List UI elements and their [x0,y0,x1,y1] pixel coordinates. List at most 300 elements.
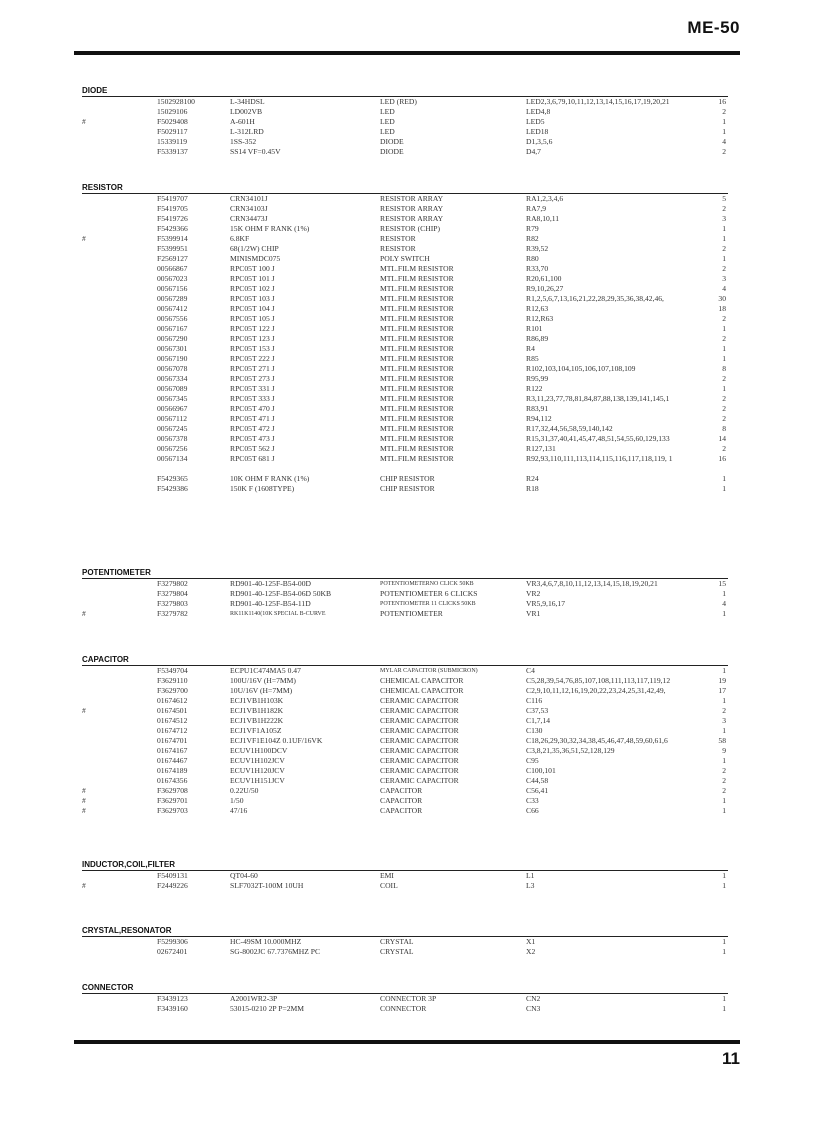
quantity: 2 [722,204,726,213]
model-number: RPC05T 122 J [230,324,275,333]
quantity: 2 [722,334,726,343]
table-row [82,374,728,384]
quantity: 2 [722,444,726,453]
description: LED [380,107,395,116]
description: RESISTOR ARRAY [380,214,444,223]
location: R39,52 [526,244,549,253]
description: CRYSTAL [380,937,414,946]
quantity: 16 [718,97,726,106]
part-number: 00567156 [157,284,188,293]
quantity: 9 [722,746,726,755]
revision-mark: # [82,796,86,805]
table-row [82,107,728,117]
location: C1,7,14 [526,716,551,725]
location: R18 [526,484,539,493]
description: MTL.FILM RESISTOR [380,294,454,303]
quantity: 1 [722,474,726,483]
model-number: QT04-60 [230,871,258,880]
table-row [82,344,728,354]
location: C100,101 [526,766,556,775]
quantity: 5 [722,194,726,203]
table-row [82,589,728,599]
part-number: 00567378 [157,434,188,443]
model-label: ME-50 [687,18,740,37]
quantity: 58 [718,736,726,745]
quantity: 1 [722,1004,726,1013]
model-number: RPC05T 472 J [230,424,275,433]
part-number: 01674501 [157,706,188,715]
table-row [82,706,728,716]
location: C5,28,39,54,76,85,107,108,111,113,117,119,12 [526,676,671,685]
quantity: 1 [722,726,726,735]
location: R24 [526,474,539,483]
description: CAPACITOR [380,806,423,815]
location: VR3,4,6,7,8,10,11,12,13,14,15,18,19,20,21 [526,579,658,588]
model-number: 68(1/2W) CHIP [230,244,279,253]
part-number: F3279802 [157,579,188,588]
table-row [82,444,728,454]
model-number: ECJ1VF1A105Z [230,726,282,735]
part-number: F3279803 [157,599,188,608]
part-number: 01674701 [157,736,188,745]
part-number: 00567167 [157,324,188,333]
model-number: ECUV1H100DCV [230,746,288,755]
part-number: 15029106 [157,107,188,116]
model-number: RPC05T 273 J [230,374,275,383]
model-number: RPC05T 100 J [230,264,275,273]
table-row [82,364,728,374]
part-number: F5299306 [157,937,188,946]
table-row [82,424,728,434]
model-number: SLF7032T-100M 10UH [230,881,304,890]
table-row [82,274,728,284]
location: R33,70 [526,264,549,273]
location: LED2,3,6,79,10,11,12,13,14,15,16,17,19,20,21 [526,97,670,106]
part-number: 00567301 [157,344,188,353]
description: CERAMIC CAPACITOR [380,746,459,755]
section-title: CRYSTAL,RESONATOR [82,926,172,935]
location: C44,58 [526,776,549,785]
model-number: RPC05T 681 J [230,454,275,463]
section-resistor [82,183,728,494]
location: R82 [526,234,539,243]
part-number: F5399914 [157,234,188,243]
section-title: POTENTIOMETER [82,568,151,577]
location: R95,99 [526,374,549,383]
quantity: 2 [722,776,726,785]
description: CONNECTOR 3P [380,994,437,1003]
model-number: ECUV1H151JCV [230,776,285,785]
part-number: F3629110 [157,676,188,685]
description: MTL.FILM RESISTOR [380,344,454,353]
quantity: 1 [722,947,726,956]
part-number: F5419726 [157,214,188,223]
location: C2,9,10,11,12,16,19,20,22,23,24,25,31,42,49, [526,686,666,695]
table-row [82,137,728,147]
description: CERAMIC CAPACITOR [380,756,459,765]
part-number: F3439123 [157,994,188,1003]
model-number: RD901-40-125F-B54-00D [230,579,311,588]
location: R17,32,44,56,58,59,140,142 [526,424,613,433]
quantity: 1 [722,696,726,705]
table-row [82,1004,728,1014]
location: R83,91 [526,404,549,413]
description: RESISTOR (CHIP) [380,224,440,233]
description: CAPACITOR [380,786,423,795]
model-number: RPC05T 271 J [230,364,275,373]
model-number: 0.22U/50 [230,786,259,795]
section-title: DIODE [82,86,108,95]
part-number: F3629708 [157,786,188,795]
location: C95 [526,756,539,765]
part-number: F3439160 [157,1004,188,1013]
part-number: F5419707 [157,194,188,203]
location: C18,26,29,30,32,34,38,45,46,47,48,59,60,61,6 [526,736,668,745]
description: CONNECTOR [380,1004,427,1013]
part-number: 01674712 [157,726,188,735]
table-row [82,244,728,254]
location: R15,31,37,40,41,45,47,48,51,54,55,60,129,133 [526,434,670,443]
model-number: ECPU1C474MA5 0.47 [230,666,301,675]
location: R12,R63 [526,314,554,323]
quantity: 1 [722,589,726,598]
quantity: 2 [722,314,726,323]
description: DIODE [380,137,404,146]
quantity: 2 [722,404,726,413]
location: VR1 [526,609,541,618]
description: MTL.FILM RESISTOR [380,384,454,393]
description: MTL.FILM RESISTOR [380,454,454,463]
quantity: 4 [722,599,726,608]
table-row [82,994,728,1004]
quantity: 2 [722,414,726,423]
table-rows [82,937,728,957]
location: VR2 [526,589,541,598]
location: R80 [526,254,539,263]
model-number: ECUV1H120JCV [230,766,285,775]
quantity: 2 [722,264,726,273]
part-number: 00567134 [157,454,188,463]
part-number: 00567334 [157,374,188,383]
revision-mark: # [82,806,86,815]
part-number: F3629701 [157,796,188,805]
location: RA7,9 [526,204,547,213]
part-number: 01674356 [157,776,188,785]
location: R9,10,26,27 [526,284,564,293]
description: POTENTIOMETER [380,609,443,618]
quantity: 2 [722,244,726,253]
location: C3,8,21,35,36,51,52,128,129 [526,746,615,755]
description: MTL.FILM RESISTOR [380,424,454,433]
quantity: 2 [722,107,726,116]
part-number: F2569127 [157,254,188,263]
table-row [82,354,728,364]
revision-mark: # [82,881,86,890]
description: LED [380,117,395,126]
location: R3,11,23,77,78,81,84,87,88,138,139,141,145,1 [526,394,670,403]
description: LED (RED) [380,97,417,106]
part-number: 00567190 [157,354,188,363]
description: CHEMICAL CAPACITOR [380,686,464,695]
quantity: 2 [722,147,726,156]
location: R1,2,5,6,7,13,16,21,22,28,29,35,36,38,42,46, [526,294,664,303]
model-number: 6.8KF [230,234,250,243]
location: C66 [526,806,539,815]
table-row [82,937,728,947]
model-number: RPC05T 331 J [230,384,275,393]
model-number: RPC05T 471 J [230,414,275,423]
part-number: 00567089 [157,384,188,393]
part-number: F5429366 [157,224,188,233]
description: POTENTIOMETERNO CLICK 50KB [380,581,474,587]
description: CHEMICAL CAPACITOR [380,676,464,685]
model-number: ECJ1VB1H103K [230,696,284,705]
table-row [82,284,728,294]
location: C130 [526,726,543,735]
quantity: 15 [718,579,726,588]
model-number: L-34HDSL [230,97,265,106]
location: LED4,8 [526,107,551,116]
description: MTL.FILM RESISTOR [380,404,454,413]
part-number: F3629703 [157,806,188,815]
table-rows [82,194,728,494]
model-number: 15K OHM F RANK (1%) [230,224,310,233]
quantity: 1 [722,384,726,393]
part-number: F5409131 [157,871,188,880]
model-number: RPC05T 123 J [230,334,275,343]
table-row [82,214,728,224]
model-number: RPC05T 473 J [230,434,275,443]
table-row [82,806,728,816]
model-number: RPC05T 153 J [230,344,275,353]
table-row [82,324,728,334]
table-row [82,474,728,484]
part-number: F3629700 [157,686,188,695]
model-number: SS14 VF=0.45V [230,147,281,156]
description: CERAMIC CAPACITOR [380,766,459,775]
table-rows [82,666,728,816]
description: COIL [380,881,398,890]
part-number: F5029408 [157,117,188,126]
location: CN3 [526,1004,541,1013]
quantity: 1 [722,354,726,363]
description: CHIP RESISTOR [380,484,435,493]
table-row [82,194,728,204]
quantity: 1 [722,344,726,353]
description: CERAMIC CAPACITOR [380,776,459,785]
part-number: F5339137 [157,147,188,156]
quantity: 3 [722,214,726,223]
table-row [82,686,728,696]
table-row [82,147,728,157]
quantity: 2 [722,786,726,795]
table-row [82,881,728,891]
part-number: 00567023 [157,274,188,283]
quantity: 19 [718,676,726,685]
description: MYLAR CAPACITOR (SUBMICRON) [380,668,478,674]
description: RESISTOR ARRAY [380,204,444,213]
description: MTL.FILM RESISTOR [380,304,454,313]
part-number: F5419705 [157,204,188,213]
model-number: RPC05T 105 J [230,314,275,323]
part-number: 02672401 [157,947,188,956]
description: MTL.FILM RESISTOR [380,314,454,323]
table-row [82,786,728,796]
part-number: 01674167 [157,746,188,755]
description: CERAMIC CAPACITOR [380,706,459,715]
table-row [82,599,728,609]
description: MTL.FILM RESISTOR [380,444,454,453]
location: X2 [526,947,536,956]
table-row [82,484,728,494]
quantity: 1 [722,806,726,815]
model-number: 10K OHM F RANK (1%) [230,474,310,483]
part-number: F5429365 [157,474,188,483]
location: C4 [526,666,535,675]
revision-mark: # [82,117,86,126]
quantity: 8 [722,424,726,433]
description: MTL.FILM RESISTOR [380,394,454,403]
quantity: 2 [722,394,726,403]
quantity: 18 [718,304,726,313]
description: POLY SWITCH [380,254,430,263]
part-number: 00566967 [157,404,188,413]
location: R12,63 [526,304,549,313]
model-number: SG-8002JC 67.7376MHZ PC [230,947,321,956]
description: CHIP RESISTOR [380,474,435,483]
location: LED18 [526,127,549,136]
quantity: 2 [722,374,726,383]
model-number: 47/16 [230,806,248,815]
model-number: RD901-40-125F-B54-06D 50KB [230,589,332,598]
location: R127,131 [526,444,556,453]
model-number: CRN34473J [230,214,268,223]
part-number: 00567078 [157,364,188,373]
description: POTENTIOMETER 6 CLICKS [380,589,478,598]
part-number: 01674612 [157,696,188,705]
description: MTL.FILM RESISTOR [380,354,454,363]
table-row [82,676,728,686]
quantity: 1 [722,994,726,1003]
table-row [82,666,728,676]
location: C116 [526,696,543,705]
part-number: 00567556 [157,314,188,323]
description: MTL.FILM RESISTOR [380,284,454,293]
table-row [82,294,728,304]
description: MTL.FILM RESISTOR [380,334,454,343]
location: LED5 [526,117,545,126]
part-number: F5029117 [157,127,188,136]
quantity: 1 [722,254,726,263]
model-number: 10U/16V (H=7MM) [230,686,293,695]
description: RESISTOR [380,234,416,243]
table-row [82,746,728,756]
model-number: L-312LRD [230,127,264,136]
model-number: RK11K1140(10K SPECIAL B-CURVE [230,611,326,617]
model-number: LD002VB [230,107,263,116]
quantity: 30 [718,294,726,303]
section-potentiometer [82,568,728,619]
location: R4 [526,344,535,353]
part-number: F3279804 [157,589,188,598]
model-number: ECJ1VB1H222K [230,716,284,725]
description: MTL.FILM RESISTOR [380,324,454,333]
description: MTL.FILM RESISTOR [380,374,454,383]
table-row [82,796,728,806]
revision-mark: # [82,706,86,715]
table-row [82,776,728,786]
location: L1 [526,871,535,880]
description: CERAMIC CAPACITOR [380,716,459,725]
description: MTL.FILM RESISTOR [380,264,454,273]
table-row [82,334,728,344]
part-number: 00567289 [157,294,188,303]
table-row [82,254,728,264]
quantity: 1 [722,234,726,243]
model-number: CRN34103J [230,204,268,213]
location: RA1,2,3,4,6 [526,194,564,203]
quantity: 16 [718,454,726,463]
model-number: RPC05T 562 J [230,444,275,453]
section-capacitor [82,655,728,816]
description: POTENTIOMETER 11 CLICKS 50KB [380,601,476,607]
location: R79 [526,224,539,233]
description: MTL.FILM RESISTOR [380,434,454,443]
part-number: 01674512 [157,716,188,725]
table-row [82,947,728,957]
location: R101 [526,324,543,333]
part-number: 00566867 [157,264,188,273]
model-number: RPC05T 103 J [230,294,275,303]
page-number: 11 [722,1049,740,1068]
description: MTL.FILM RESISTOR [380,414,454,423]
table-row [82,127,728,137]
quantity: 1 [722,484,726,493]
description: RESISTOR [380,244,416,253]
quantity: 1 [722,609,726,618]
table-row [82,224,728,234]
location: R122 [526,384,543,393]
model-number: ECJ1VF1E104Z 0.1UF/16VK [230,736,323,745]
location: D4,7 [526,147,541,156]
model-number: ECJ1VB1H182K [230,706,284,715]
model-number: RPC05T 101 J [230,274,275,283]
quantity: 4 [722,284,726,293]
table-row [82,736,728,746]
location: R102,103,104,105,106,107,108,109 [526,364,636,373]
model-number: 1SS-352 [230,137,257,146]
model-number: RPC05T 333 J [230,394,275,403]
section-inductor-coil-filter [82,860,728,891]
part-number: 00567345 [157,394,188,403]
part-number: 00567256 [157,444,188,453]
description: EMI [380,871,394,880]
revision-mark: # [82,609,86,618]
location: R85 [526,354,539,363]
table-row [82,434,728,444]
part-number: 01674189 [157,766,188,775]
quantity: 1 [722,871,726,880]
quantity: 4 [722,137,726,146]
model-number: 150K F (1608TYPE) [230,484,295,493]
part-number: 00567245 [157,424,188,433]
section-title: RESISTOR [82,183,123,192]
quantity: 1 [722,937,726,946]
quantity: 1 [722,796,726,805]
table-row [82,726,728,736]
quantity: 2 [722,706,726,715]
top-rule [74,51,740,55]
